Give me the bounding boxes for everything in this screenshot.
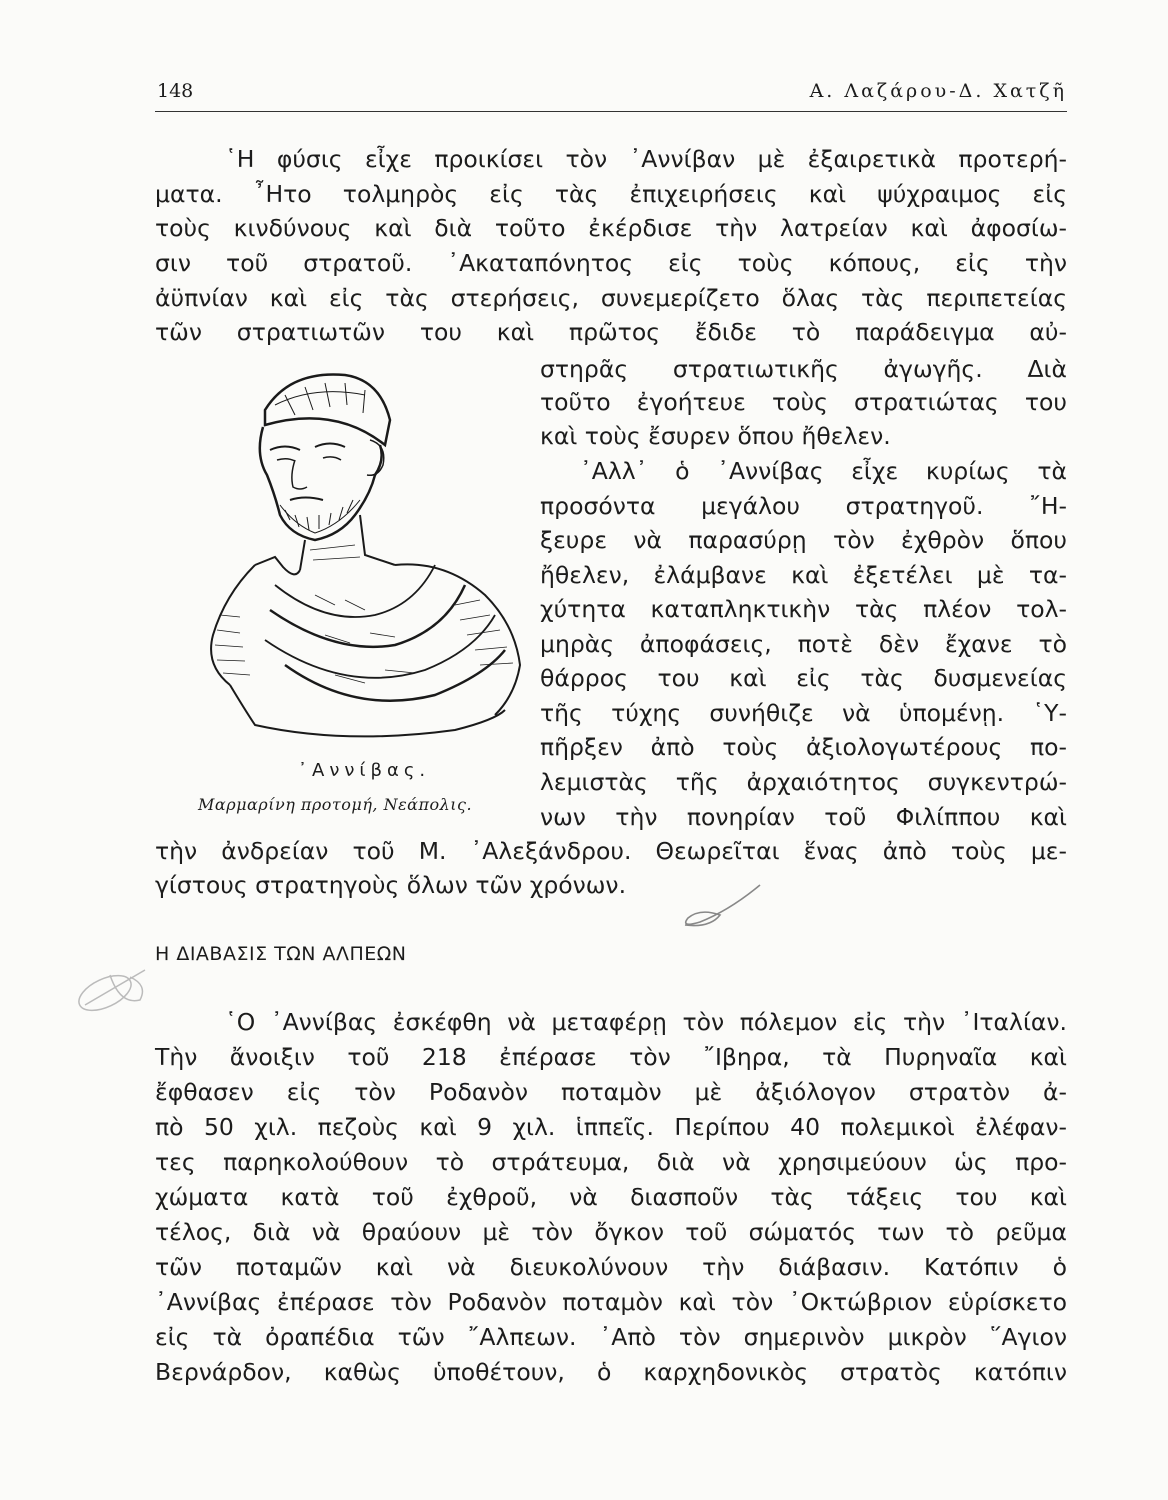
text-line: τοῦτο ἐγοήτευε τοὺς στρατιώτας του [540,388,1067,416]
text-line: χώματα κατὰ τοῦ ἐχθροῦ, νὰ διασποῦν τὰς τάξεις του καὶ [155,1183,1067,1211]
text-line: ἀϋπνίαν καὶ εἰς τὰς στερήσεις, συνεμερίζετο ὅλας τὰς περιπετείας [155,284,1067,312]
text-line: λεμιστὰς τῆς ἀρχαιότητος συγκεντρώ- [540,768,1067,796]
text-line: τὴν ἀνδρείαν τοῦ Μ. ᾿Αλεξάνδρου. Θεωρεῖται ἕνας ἀπὸ τοὺς με- [155,837,1067,865]
text-line: εἰς τὰ ὀραπέδια τῶν ῎Αλπεων. ᾿Απὸ τὸν σημερινὸν μικρὸν ῞Αγιον [155,1323,1067,1351]
text-line: ῾Η φύσις εἶχε προικίσει τὸν ᾿Αννίβαν μὲ ἐξαιρετικὰ προτερή- [225,145,1067,173]
text-line: χύτητα καταπληκτικὴν τὰς πλέον τολ- [540,595,1067,623]
text-line: τέλος, διὰ νὰ θραύουν μὲ τὸν ὄγκον τοῦ σώματός των τὸ ρεῦμα [155,1218,1067,1246]
figure-caption-name: ᾿Αννίβας. [298,760,431,781]
text-line: Τὴν ἄνοιξιν τοῦ 218 ἐπέρασε τὸν ῎Ιβηρα, τὰ Πυρηναῖα καὶ [155,1043,1067,1071]
text-line: τῶν στρατιωτῶν του καὶ πρῶτος ἔδιδε τὸ παράδειγμα αὐ- [155,318,1067,346]
page-header [155,80,1067,114]
text-line: ἤθελεν, ἐλάμβανε καὶ ἐξετέλει μὲ τα- [540,561,1067,589]
text-line: στηρᾶς στρατιωτικῆς ἀγωγῆς. Διὰ [540,355,1067,383]
text-line: σιν τοῦ στρατοῦ. ᾿Ακαταπόνητος εἰς τοὺς κόπους, εἰς τὴν [155,249,1067,277]
text-line: θάρρος του καὶ εἰς τὰς δυσμενείας [540,664,1067,692]
text-line: τῶν ποταμῶν καὶ νὰ διευκολύνουν τὴν διάβασιν. Κατόπιν ὁ [155,1253,1067,1281]
text-line: Βερνάρδον, καθὼς ὑποθέτουν, ὁ καρχηδονικὸς στρατὸς κατόπιν [155,1358,1067,1386]
pencil-mark-icon [70,965,150,1024]
page-number: 148 [157,80,194,102]
bust-illustration-icon [195,365,530,745]
text-line: ᾿Αλλ᾿ ὁ ᾿Αννίβας εἶχε κυρίως τὰ [580,457,1067,485]
pencil-mark-icon [640,880,770,934]
figure-caption-description: Μαρμαρίνη προτομή, Νεάπολις. [198,795,473,814]
text-line: πὸ 50 χιλ. πεζοὺς καὶ 9 χιλ. ἱππεῖς. Περίπου 40 πολεμικοὶ ἐλέφαν- [155,1113,1067,1141]
running-title: Α. Λαζάρου-Δ. Χατζῆ [809,80,1067,102]
header-rule [155,111,1067,112]
text-line: νων τὴν πονηρίαν τοῦ Φιλίππου καὶ [540,803,1067,831]
text-line: ἔφθασεν εἰς τὸν Ροδανὸν ποταμὸν μὲ ἀξιόλογον στρατὸν ἀ- [155,1078,1067,1106]
text-line: πῆρξεν ἀπὸ τοὺς ἀξιολογωτέρους πο- [540,733,1067,761]
text-line: ῾Ο ᾿Αννίβας ἐσκέφθη νὰ μεταφέρῃ τὸν πόλεμον εἰς τὴν ᾿Ιταλίαν. [225,1008,1067,1036]
text-line: ξευρε νὰ παρασύρῃ τὸν ἐχθρὸν ὅπου [540,526,1067,554]
section-heading: Η ΔΙΑΒΑΣΙΣ ΤΩΝ ΑΛΠΕΩΝ [155,943,407,965]
text-line: ματα. ῏Ητο τολμηρὸς εἰς τὰς ἐπιχειρήσεις καὶ ψύχραιμος εἰς [155,180,1067,208]
text-line: γίστους στρατηγοὺς ὅλων τῶν χρόνων. [155,871,627,899]
text-line: μηρὰς ἀποφάσεις, ποτὲ δὲν ἔχανε τὸ [540,630,1067,658]
text-line: προσόντα μεγάλου στρατηγοῦ. ῎Η- [540,492,1067,520]
text-line: τες παρηκολούθουν τὸ στράτευμα, διὰ νὰ χρησιμεύουν ὡς προ- [155,1148,1067,1176]
text-line: τοὺς κινδύνους καὶ διὰ τοῦτο ἐκέρδισε τὴν λατρείαν καὶ ἀφοσίω- [155,214,1067,242]
text-line: καὶ τοὺς ἔσυρεν ὅπου ἤθελεν. [540,422,891,450]
text-line: τῆς τύχης συνήθιζε νὰ ὑπομένῃ. ῾Υ- [540,699,1067,727]
text-line: ᾿Αννίβας ἐπέρασε τὸν Ροδανὸν ποταμὸν καὶ τὸν ᾿Οκτώβριον εὑρίσκετο [155,1288,1067,1316]
